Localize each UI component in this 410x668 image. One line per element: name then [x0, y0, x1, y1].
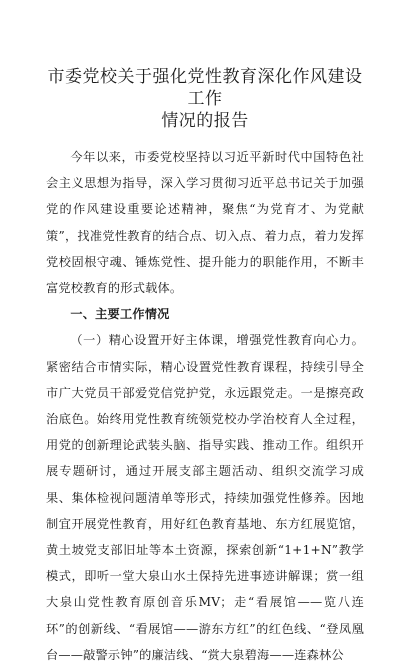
title-line-1: 市委党校关于强化党性教育深化作风建设工作: [47, 67, 363, 109]
intro-paragraph: 今年以来，市委党校坚持以习近平新时代中国特色社会主义思想为指导，深入学习贯彻习近平总书记关于加强党的作风建设重要论述精神，聚焦“为党育才、为党献策”，找准党性教育的结合点、切入点、着力点，着力发挥党校固根守魂、锤炼党性、提升能力的职能作用，不断丰富党校教育的形式载体。: [46, 150, 364, 296]
body-paragraph: （一）精心设置开好主体课，增强党性教育向心力。紧密结合市情实际，精心设置党性教育课程，持续引导全市广大党员干部爱党信党护党，永远跟党走。一是擦亮政治底色。始终用党性教育统领党校办学治校育人全过程，用党的创新理论武装头脑、指导实践、推动工作。组织开展专题研讨，通过开展支部主题活动、组织交流学习成果、集体检视问题清单等形式，持续加强党性修养。因地制宜开展党性教育，用好红色教育基地、东方红展览馆，黄土坡党支部旧址等本土资源，探索创新“1+1+N”教学模式，即听一堂大泉山水土保持先进事迹讲解课；赏一组大泉山党性教育原创音乐MV；走“看展馆——览八连环”的创新线、“看展馆——游东方红”的红色线、“登凤凰台——敲警示钟”的廉洁线、“赏大泉碧海——连森林公: [46, 333, 364, 662]
title-line-2: 情况的报告: [161, 111, 249, 131]
document-title: [46, 66, 364, 132]
section-heading: 一、主要工作情况: [70, 307, 170, 322]
